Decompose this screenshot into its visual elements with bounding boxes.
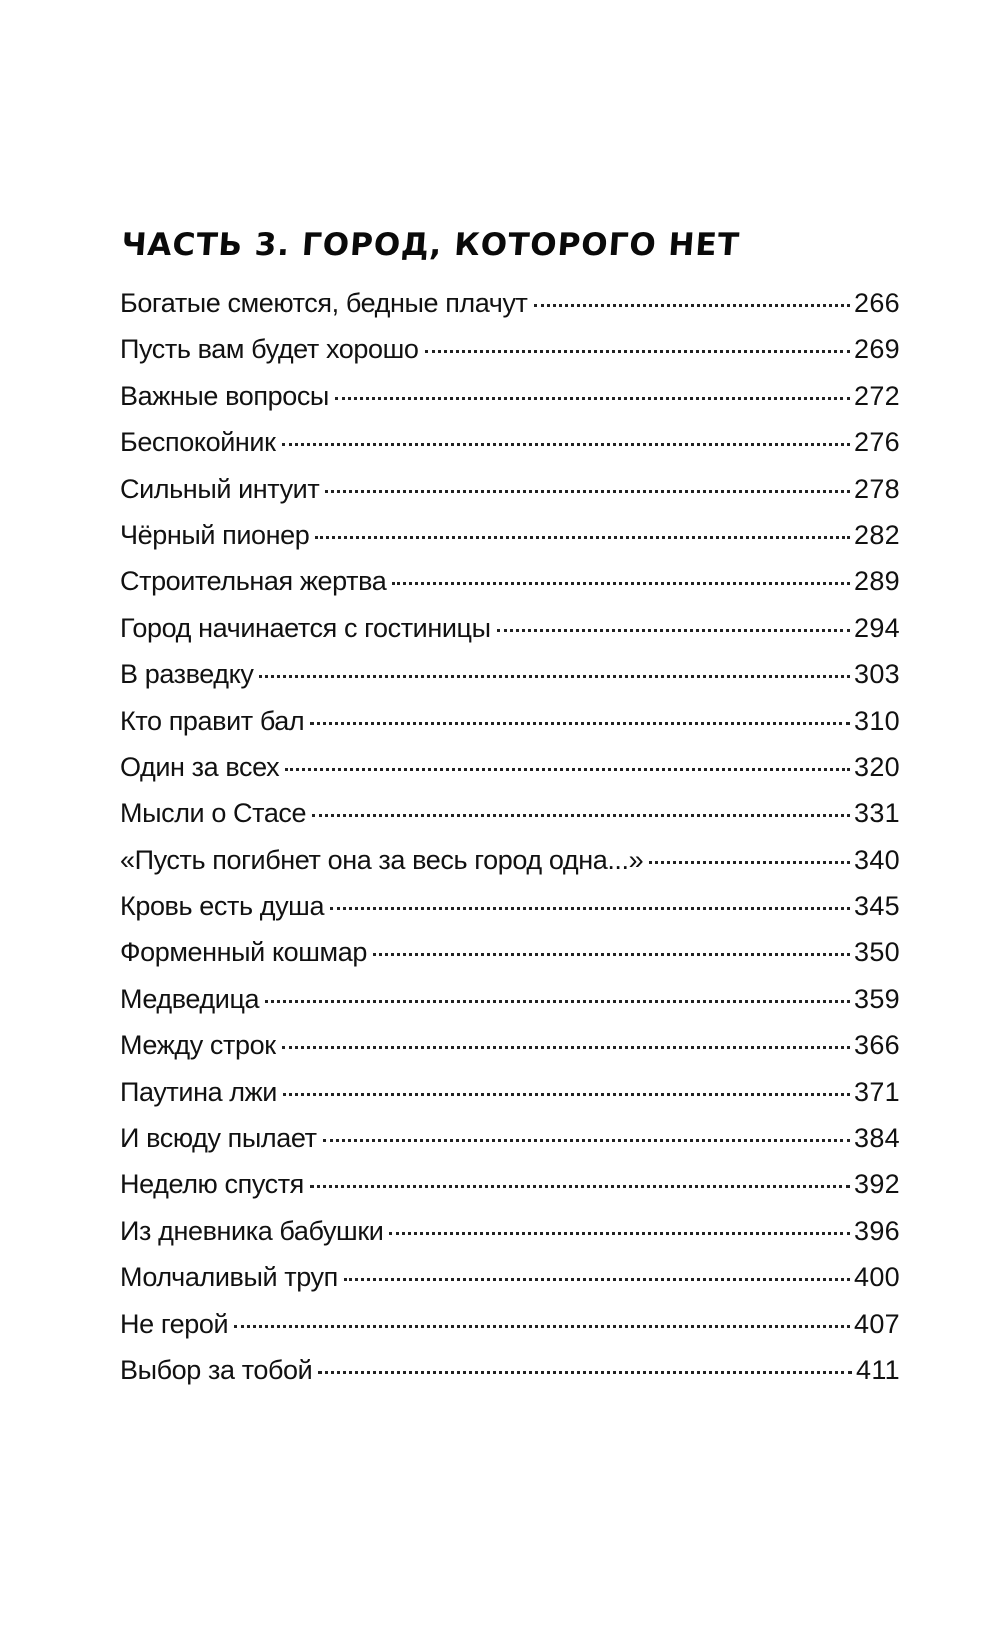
toc-entry xyxy=(120,280,900,326)
toc-dot-leader xyxy=(344,1278,850,1281)
toc-entry-title: Форменный кошмар xyxy=(120,937,367,968)
toc-entry-page-number: 340 xyxy=(854,844,900,875)
toc-entry xyxy=(120,605,900,651)
toc-entry-title: Кто правит бал xyxy=(120,705,305,736)
toc-entry-page-number: 366 xyxy=(854,1030,900,1061)
toc-entry-title: «Пусть погибнет она за весь город одна...» xyxy=(120,844,644,875)
toc-entry xyxy=(120,1069,900,1115)
toc-entry-page-number: 272 xyxy=(854,380,900,411)
toc-entry-title: Неделю спустя xyxy=(120,1169,304,1200)
toc-dot-leader xyxy=(497,629,850,632)
toc-entry-page-number: 331 xyxy=(854,798,900,829)
toc-entry-page-number: 320 xyxy=(854,751,900,782)
toc-entry xyxy=(120,1347,900,1393)
toc-entry xyxy=(120,1022,900,1068)
toc-dot-leader xyxy=(323,1139,851,1142)
toc-entry xyxy=(120,419,900,465)
part-heading: ЧАСТЬ 3. ГОРОД, КОТОРОГО НЕТ xyxy=(120,227,742,263)
toc-entry xyxy=(120,976,900,1022)
toc-dot-leader xyxy=(234,1325,850,1328)
toc-entry-title: Кровь есть душа xyxy=(120,891,325,922)
toc-entry xyxy=(120,698,900,744)
toc-entry xyxy=(120,744,900,790)
toc-dot-leader xyxy=(325,490,850,493)
toc-entry-page-number: 276 xyxy=(854,427,900,458)
toc-entry-page-number: 407 xyxy=(854,1308,900,1339)
toc-dot-leader xyxy=(335,397,850,400)
toc-dot-leader xyxy=(310,1185,850,1188)
toc-dot-leader xyxy=(389,1232,850,1235)
toc-dot-leader xyxy=(315,536,850,539)
toc-entry-title: Строительная жертва xyxy=(120,566,387,597)
toc-dot-leader xyxy=(425,350,851,353)
toc-dot-leader xyxy=(285,768,850,771)
toc-entry-title: Пусть вам будет хорошо xyxy=(120,334,419,365)
toc-entry-page-number: 269 xyxy=(854,334,900,365)
toc-entry-title: Выбор за тобой xyxy=(120,1354,313,1385)
toc-entry xyxy=(120,651,900,697)
toc-entry-page-number: 310 xyxy=(854,705,900,736)
toc-entry-page-number: 400 xyxy=(854,1262,900,1293)
toc-dot-leader xyxy=(330,907,850,910)
toc-entry xyxy=(120,1115,900,1161)
toc-dot-leader xyxy=(312,814,850,817)
toc-entry-title: И всюду пылает xyxy=(120,1123,317,1154)
toc-list xyxy=(120,280,900,1393)
toc-entry-page-number: 392 xyxy=(854,1169,900,1200)
toc-entry-title: Паутина лжи xyxy=(120,1076,277,1107)
toc-entry xyxy=(120,1254,900,1300)
toc-entry-page-number: 289 xyxy=(854,566,900,597)
toc-entry-title: Богатые смеются, бедные плачут xyxy=(120,288,528,318)
toc-entry xyxy=(120,326,900,372)
table-of-contents-page xyxy=(120,224,900,1393)
toc-entry-title: Важные вопросы xyxy=(120,380,329,411)
toc-dot-leader xyxy=(259,675,850,678)
toc-dot-leader xyxy=(373,953,850,956)
toc-entry xyxy=(120,466,900,512)
toc-entry xyxy=(120,373,900,419)
toc-entry-page-number: 384 xyxy=(854,1123,900,1154)
toc-entry-page-number: 345 xyxy=(854,891,900,922)
toc-dot-leader xyxy=(282,443,851,446)
toc-entry xyxy=(120,929,900,975)
toc-dot-leader xyxy=(282,1046,850,1049)
toc-dot-leader xyxy=(310,722,850,725)
toc-entry-page-number: 411 xyxy=(856,1354,900,1385)
toc-entry-page-number: 359 xyxy=(854,983,900,1014)
toc-dot-leader xyxy=(534,304,851,307)
toc-entry xyxy=(120,1301,900,1347)
toc-entry-page-number: 294 xyxy=(854,612,900,643)
toc-entry xyxy=(120,1208,900,1254)
toc-entry-title: Сильный интуит xyxy=(120,473,320,504)
toc-entry xyxy=(120,512,900,558)
toc-entry-page-number: 266 xyxy=(854,288,900,318)
toc-dot-leader xyxy=(265,1000,850,1003)
toc-entry-page-number: 396 xyxy=(854,1215,900,1246)
toc-entry xyxy=(120,558,900,604)
toc-entry xyxy=(120,1161,900,1207)
toc-entry-page-number: 350 xyxy=(854,937,900,968)
toc-dot-leader xyxy=(392,582,850,585)
toc-entry xyxy=(120,837,900,883)
toc-entry-title: Чёрный пионер xyxy=(120,519,310,550)
toc-entry-title: В разведку xyxy=(120,659,254,690)
toc-dot-leader xyxy=(649,861,850,864)
toc-dot-leader xyxy=(283,1093,850,1096)
toc-entry xyxy=(120,790,900,836)
toc-entry-title: Мысли о Стасе xyxy=(120,798,307,829)
toc-entry-title: Беспокойник xyxy=(120,427,276,458)
toc-entry-title: Между строк xyxy=(120,1030,276,1061)
toc-entry-page-number: 303 xyxy=(854,659,900,690)
toc-entry-title: Не герой xyxy=(120,1308,229,1339)
toc-entry-page-number: 371 xyxy=(854,1076,900,1107)
toc-entry-page-number: 282 xyxy=(854,519,900,550)
toc-entry-title: Один за всех xyxy=(120,751,280,782)
toc-dot-leader xyxy=(318,1371,852,1374)
toc-entry-title: Город начинается с гостиницы xyxy=(120,612,491,643)
toc-entry-title: Медведица xyxy=(120,983,260,1014)
toc-entry-title: Из дневника бабушки xyxy=(120,1215,384,1246)
toc-entry-title: Молчаливый труп xyxy=(120,1262,338,1293)
toc-entry xyxy=(120,883,900,929)
toc-entry-page-number: 278 xyxy=(854,473,900,504)
